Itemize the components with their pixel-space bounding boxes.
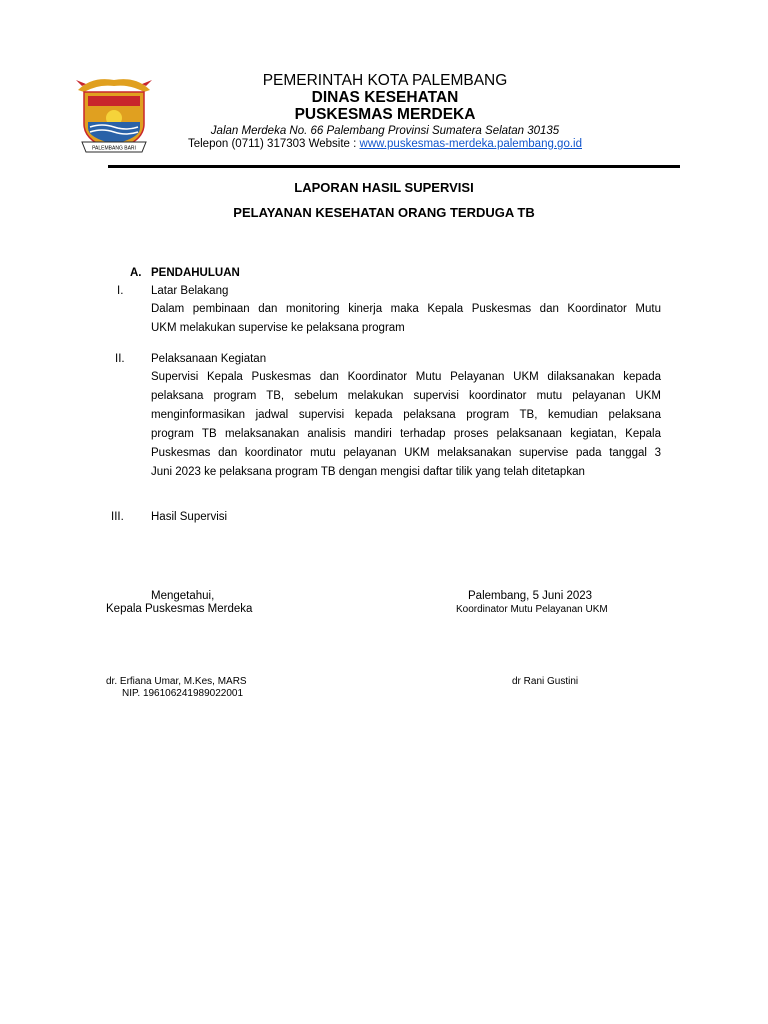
contact-line: Telepon (0711) 317303 Website : www.puskesmas-merdeka.palembang.go.id [187,138,582,150]
report-title: LAPORAN HASIL SUPERVISI [294,180,474,195]
item-3-heading: Hasil Supervisi [151,511,228,523]
item-2-paragraph: Supervisi Kepala Puskesmas dan Koordinator Mutu Pelayanan UKM dilaksanakan kepada pelaksana program TB, sebelum melakukan supervisi koordinator mutu pelayanan UKM menginformasikan jadwal supervisi kepada pelaksana program TB, kemudian pelaksana program TB melaksanakan analisis mandiri terhadap proses pelaksanaan kegiatan, Kepala Puskesmas dan koordinator mutu pelayanan UKM melaksanakan supervise pada tanggal 3 Juni 2023 ke pelaksana program TB dengan mengisi daftar tilik yang telah ditetapkan [151,371,661,478]
address-line: Jalan Merdeka No. 66 Palembang Provinsi Sumatera Selatan 30135 [210,125,560,137]
right-signer-name: dr Rani Gustini [512,676,579,687]
section-a-heading: PENDAHULUAN [151,267,240,279]
government-name: PEMERINTAH KOTA PALEMBANG [262,72,508,89]
acknowledged-label: Mengetahui, [151,590,215,602]
left-signer-nip: NIP. 196106241989022001 [122,688,244,699]
item-3-numeral: III. [111,511,124,523]
svg-text:PALEMBANG BARI: PALEMBANG BARI [92,145,136,152]
left-signer-role: Kepala Puskesmas Merdeka [106,603,253,615]
website-link[interactable]: www.puskesmas-merdeka.palembang.go.id [359,138,582,150]
header-divider [108,165,680,168]
item-1-heading: Latar Belakang [151,285,229,297]
right-signer-role: Koordinator Mutu Pelayanan UKM [456,604,608,615]
section-a-label: A. [130,267,142,279]
letterhead [160,72,610,151]
item-1-numeral: I. [117,285,124,297]
institution-name: PUSKESMAS MERDEKA [294,106,476,123]
report-subtitle: PELAYANAN KESEHATAN ORANG TERDUGA TB [233,205,535,220]
place-date: Palembang, 5 Juni 2023 [468,590,593,602]
left-signer-name: dr. Erfiana Umar, M.Kes, MARS [106,676,247,687]
item-2-heading: Pelaksanaan Kegiatan [151,353,267,365]
item-1-paragraph: Dalam pembinaan dan monitoring kinerja maka Kepala Puskesmas dan Koordinator Mutu UKM melakukan supervise ke pelaksana program [151,303,661,334]
palembang-city-emblem-icon [72,72,156,156]
item-2-numeral: II. [115,353,125,365]
agency-name: DINAS KESEHATAN [311,89,459,106]
